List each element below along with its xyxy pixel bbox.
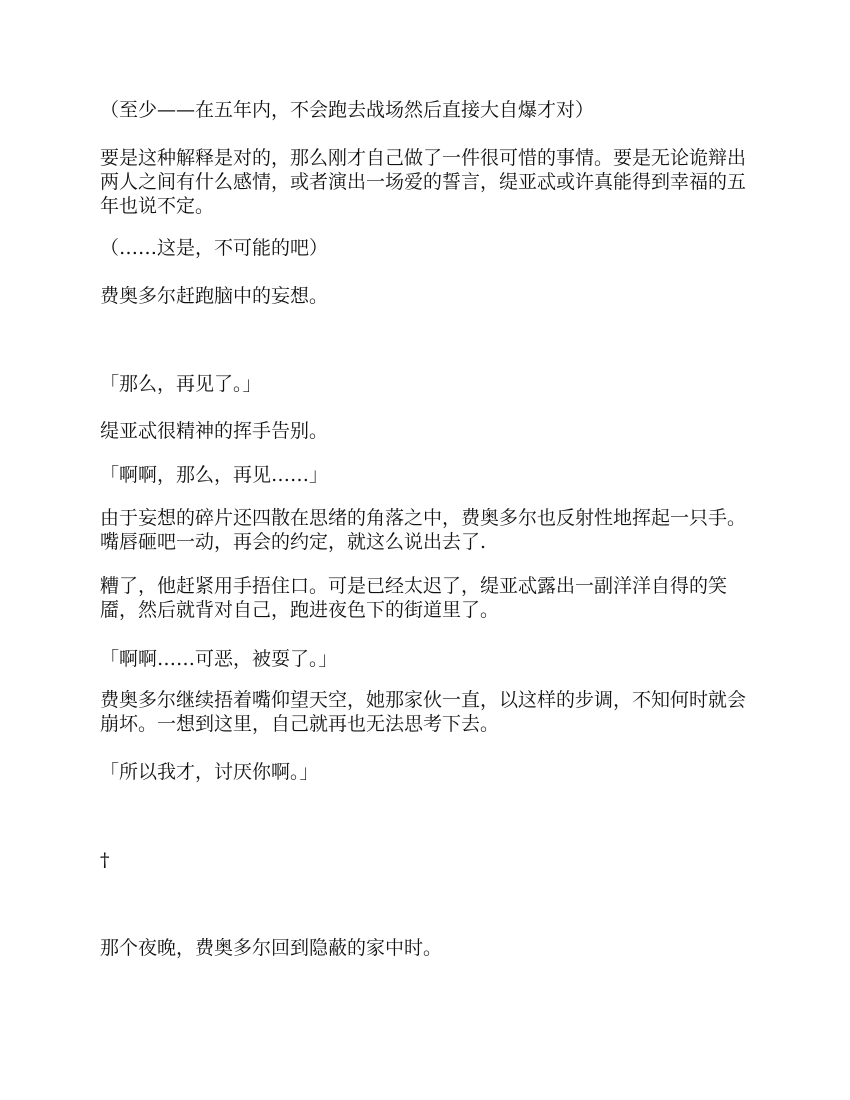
dialogue-line: 「所以我才，讨厌你啊。」 xyxy=(100,761,319,783)
paragraph: 费奥多尔继续捂着嘴仰望天空，她那家伙一直，以这样的步调，不知何时就会崩坏。一想到这里，自己就再也无法思考下去。 xyxy=(100,689,747,735)
paragraph: （……这是，不可能的吧） xyxy=(100,237,329,259)
paragraph: （至少——在五年内，不会跑去战场然后直接大自爆才对） xyxy=(100,99,595,121)
paragraph: 费奥多尔赶跑脑中的妄想。 xyxy=(100,285,329,307)
paragraph: 糟了，他赶紧用手捂住口。可是已经太迟了，缇亚忒露出一副洋洋自得的笑靥，然后就背对自己，跑进夜色下的街道里了。 xyxy=(100,575,728,621)
paragraph: 要是这种解释是对的，那么刚才自己做了一件很可惜的事情。要是无论诡辩出两人之间有什么感情，或者演出一场爱的誓言，缇亚忒或许真能得到幸福的五年也说不定。 xyxy=(100,147,747,217)
section-divider: † xyxy=(100,849,110,871)
paragraph: 由于妄想的碎片还四散在思绪的角落之中，费奥多尔也反射性地挥起一只手。嘴唇砸吧一动，再会的约定，就这么说出去了. xyxy=(100,507,747,553)
dialogue-line: 「啊啊……可恶，被耍了。」 xyxy=(100,648,338,670)
dialogue-line: 「那么，再见了。」 xyxy=(100,373,262,395)
dialogue-line: 「啊啊，那么，再见……」 xyxy=(100,464,329,486)
paragraph: 缇亚忒很精神的挥手告别。 xyxy=(100,420,329,442)
paragraph: 那个夜晚，费奥多尔回到隐蔽的家中时。 xyxy=(100,937,443,959)
